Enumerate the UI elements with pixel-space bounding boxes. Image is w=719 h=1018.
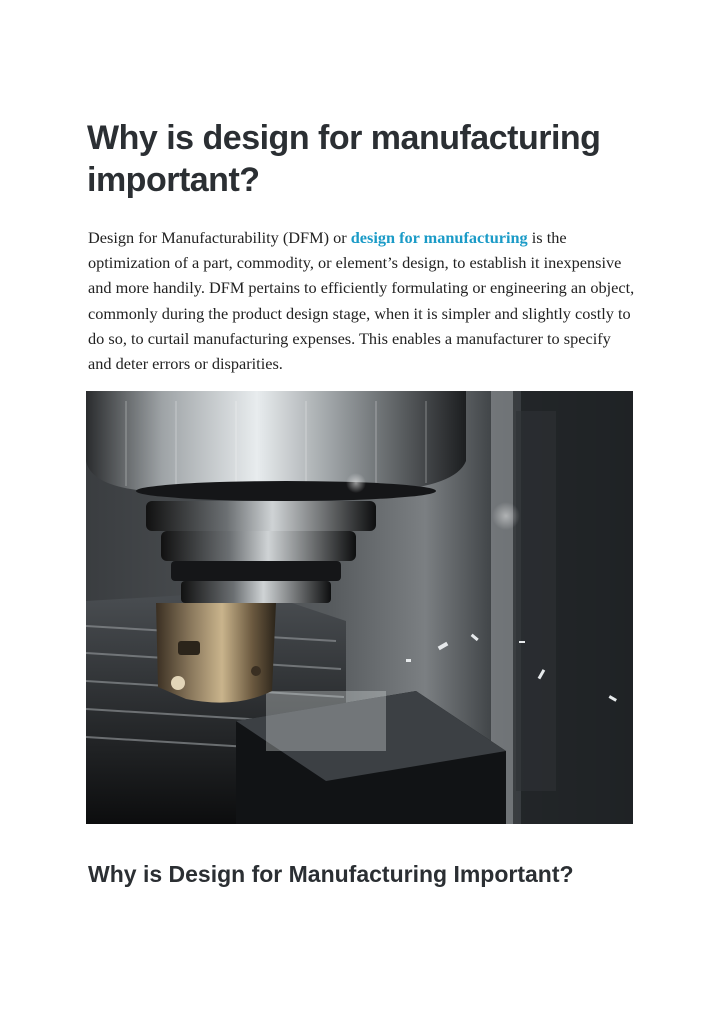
section-subtitle: Why is Design for Manufacturing Important? bbox=[88, 861, 574, 887]
intro-paragraph bbox=[88, 225, 636, 376]
article-title: Why is design for manufacturing important? bbox=[87, 119, 601, 199]
paragraph-text-start: Design for Manufacturability (DFM) or bbox=[88, 228, 351, 247]
paragraph-text-end: is the optimization of a part, commodity, or element’s design, to establish it inexpensive and more handily. DFM pertains to efficiently formulating or engineering an object, commonly during the product design stage, when it is simpler and slightly costly to do so, to curtail manufacturing expenses. This enables a manufacturer to specify and deter errors or disparities. bbox=[88, 228, 635, 374]
dfm-link[interactable]: design for manufacturing bbox=[350, 228, 528, 247]
cnc-machine-image bbox=[86, 391, 633, 824]
